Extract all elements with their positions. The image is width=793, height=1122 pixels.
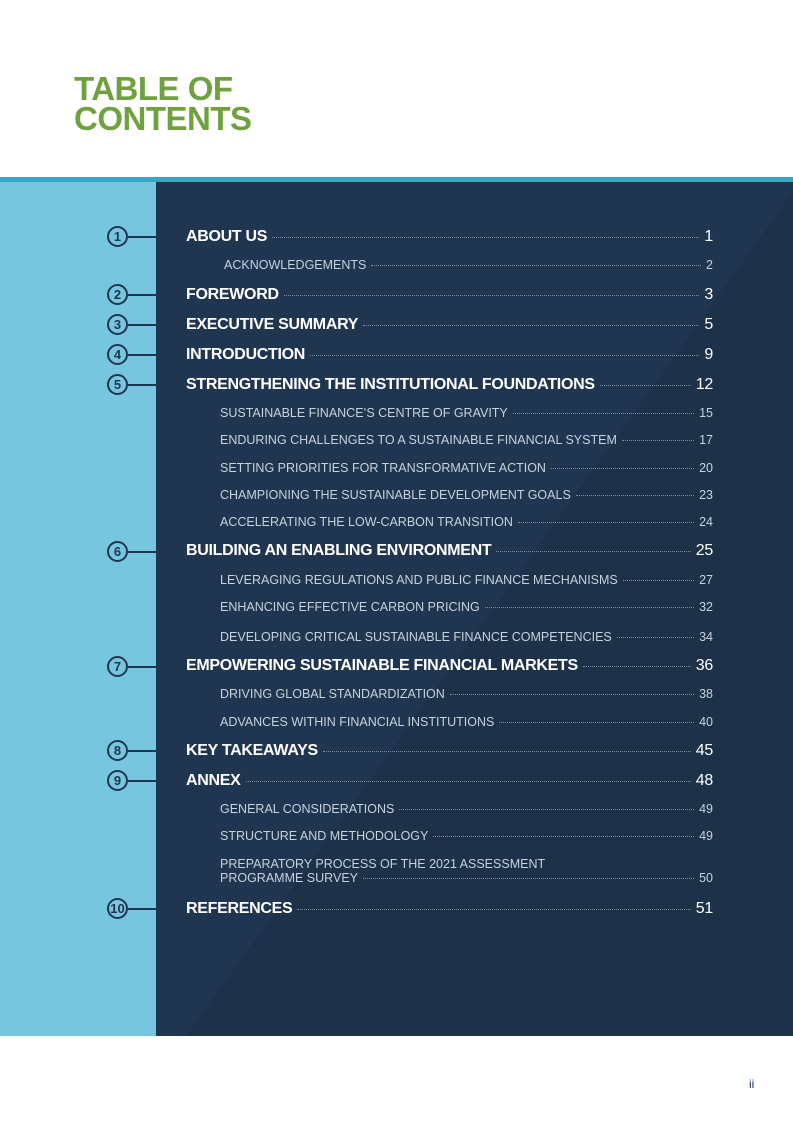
section-number-badge: 8 [107, 740, 128, 761]
toc-entry-page: 5 [704, 316, 713, 333]
toc-entry-page: 3 [704, 286, 713, 303]
section-number-badge: 7 [107, 656, 128, 677]
toc-entry-page: 27 [699, 573, 713, 587]
badge-connector [128, 384, 156, 386]
toc-entry-label: STRUCTURE AND METHODOLOGY [220, 829, 429, 843]
toc-entry-label: EMPOWERING SUSTAINABLE FINANCIAL MARKETS [186, 657, 578, 674]
toc-entry-label: ACKNOWLEDGEMENTS [224, 258, 367, 272]
section-number-badge: 9 [107, 770, 128, 791]
toc-entry-page: 1 [704, 228, 713, 245]
toc-entry-page: 12 [695, 376, 713, 393]
toc-entry-page: 32 [699, 600, 713, 614]
page-number: ii [749, 1077, 755, 1091]
section-number-badge: 2 [107, 284, 128, 305]
dot-leader [371, 265, 701, 266]
badge-connector [128, 908, 156, 910]
title-line-1: TABLE OF [74, 70, 233, 107]
toc-entry-page: 51 [695, 900, 713, 917]
dot-leader [617, 637, 694, 638]
badge-connector [128, 551, 156, 553]
section-number-badge: 6 [107, 541, 128, 562]
toc-entry-page: 25 [695, 542, 713, 559]
toc-entry-label: EXECUTIVE SUMMARY [186, 316, 359, 333]
toc-entry-enduring-challenges[interactable] [220, 433, 713, 447]
toc-entry-page: 2 [706, 258, 713, 272]
toc-entry-structure-methodology[interactable] [220, 829, 713, 843]
toc-entry-accelerating[interactable] [220, 515, 713, 529]
toc-entry-page: 50 [699, 871, 713, 885]
toc-entry-page: 24 [699, 515, 713, 529]
toc-entry-setting-priorities[interactable] [220, 461, 713, 475]
toc-entry-label: ACCELERATING THE LOW-CARBON TRANSITION [220, 515, 513, 529]
dot-leader [623, 580, 694, 581]
toc-entry-label: REFERENCES [186, 900, 293, 917]
toc-entry-preparatory-process[interactable] [220, 857, 713, 885]
badge-connector [128, 354, 156, 356]
toc-entry-label: ENDURING CHALLENGES TO A SUSTAINABLE FINANCIAL SYSTEM [220, 433, 617, 447]
dot-leader [622, 440, 694, 441]
toc-entry-foreword[interactable] [186, 286, 713, 304]
toc-entry-general-considerations[interactable] [220, 802, 713, 816]
section-number-badge: 4 [107, 344, 128, 365]
toc-entry-label: LEVERAGING REGULATIONS AND PUBLIC FINANCE MECHANISMS [220, 573, 618, 587]
dot-leader [551, 468, 694, 469]
badge-connector [128, 780, 156, 782]
toc-entry-label: SETTING PRIORITIES FOR TRANSFORMATIVE ACTION [220, 461, 546, 475]
toc-entry-label: CHAMPIONING THE SUSTAINABLE DEVELOPMENT GOALS [220, 488, 571, 502]
badge-connector [128, 236, 156, 238]
toc-entry-label-line-2: PROGRAMME SURVEY [220, 871, 358, 885]
dot-leader [246, 781, 691, 782]
toc-entry-label: KEY TAKEAWAYS [186, 742, 318, 759]
toc-entry-label: DEVELOPING CRITICAL SUSTAINABLE FINANCE COMPETENCIES [220, 630, 612, 644]
badge-connector [128, 750, 156, 752]
badge-connector [128, 666, 156, 668]
toc-entry-page: 23 [699, 488, 713, 502]
toc-entry-page: 20 [699, 461, 713, 475]
toc-entry-carbon-pricing[interactable] [220, 600, 713, 614]
dot-leader [600, 385, 691, 386]
toc-entry-annex[interactable] [186, 772, 713, 790]
toc-entry-label: ABOUT US [186, 228, 268, 245]
toc-entry-page: 48 [695, 772, 713, 789]
toc-entry-label: DRIVING GLOBAL STANDARDIZATION [220, 687, 445, 701]
dot-leader [399, 809, 694, 810]
toc-entry-page: 17 [699, 433, 713, 447]
toc-entry-label: INTRODUCTION [186, 346, 306, 363]
title-line-2: CONTENTS [74, 100, 252, 137]
toc-entry-references[interactable] [186, 900, 713, 918]
toc-entry-label: ANNEX [186, 772, 241, 789]
toc-entry-page: 38 [699, 687, 713, 701]
toc-entry-page: 34 [699, 630, 713, 644]
toc-entry-page: 45 [695, 742, 713, 759]
dot-leader [499, 722, 694, 723]
toc-entry-label: STRENGTHENING THE INSTITUTIONAL FOUNDATIONS [186, 376, 595, 393]
badge-connector [128, 324, 156, 326]
dot-leader [513, 413, 694, 414]
toc-entry-label: FOREWORD [186, 286, 279, 303]
section-number-badge: 5 [107, 374, 128, 395]
toc-entry-label: ENHANCING EFFECTIVE CARBON PRICING [220, 600, 480, 614]
dot-leader [284, 295, 700, 296]
toc-entry-label-line-1: PREPARATORY PROCESS OF THE 2021 ASSESSMENT [220, 857, 546, 871]
dot-leader [576, 495, 694, 496]
toc-entry-executive-summary[interactable] [186, 316, 713, 334]
section-number-badge: 1 [107, 226, 128, 247]
toc-entry-standardization[interactable] [220, 687, 713, 701]
section-number-badge: 3 [107, 314, 128, 335]
toc-entry-empowering[interactable] [186, 657, 713, 675]
dot-leader [583, 666, 691, 667]
badge-connector [128, 294, 156, 296]
dot-leader [450, 694, 694, 695]
dot-leader [518, 522, 694, 523]
section-number-badge: 10 [107, 898, 128, 919]
toc-entry-about-us[interactable] [186, 228, 713, 246]
toc-entry-championing-sdgs[interactable] [220, 488, 713, 502]
toc-entry-label: GENERAL CONSIDERATIONS [220, 802, 395, 816]
dot-leader [496, 551, 690, 552]
toc-entry-label: BUILDING AN ENABLING ENVIRONMENT [186, 542, 492, 559]
dot-leader [433, 836, 694, 837]
toc-entry-page: 9 [704, 346, 713, 363]
dot-leader [363, 325, 699, 326]
toc-entry-acknowledgements[interactable] [224, 258, 713, 272]
toc-entry-page: 15 [699, 406, 713, 420]
toc-entry-page: 40 [699, 715, 713, 729]
toc-entry-page: 49 [699, 829, 713, 843]
toc-entry-label: SUSTAINABLE FINANCE’S CENTRE OF GRAVITY [220, 406, 508, 420]
dot-leader [485, 607, 694, 608]
dot-leader [272, 237, 699, 238]
toc-entry-introduction[interactable] [186, 346, 713, 364]
toc-entry-leveraging[interactable] [220, 573, 713, 587]
dot-leader [363, 878, 694, 879]
toc-entry-competencies[interactable] [220, 630, 713, 644]
toc-entry-advances[interactable] [220, 715, 713, 729]
toc-entry-page: 49 [699, 802, 713, 816]
toc-entry-centre-of-gravity[interactable] [220, 406, 713, 420]
toc-entry-enabling-environment[interactable] [186, 542, 713, 560]
toc-entry-strengthening[interactable] [186, 376, 713, 394]
dot-leader [297, 909, 690, 910]
dot-leader [323, 751, 691, 752]
toc-entry-key-takeaways[interactable] [186, 742, 713, 760]
toc-entry-label: ADVANCES WITHIN FINANCIAL INSTITUTIONS [220, 715, 495, 729]
toc-entry-page: 36 [695, 657, 713, 674]
dot-leader [310, 355, 699, 356]
